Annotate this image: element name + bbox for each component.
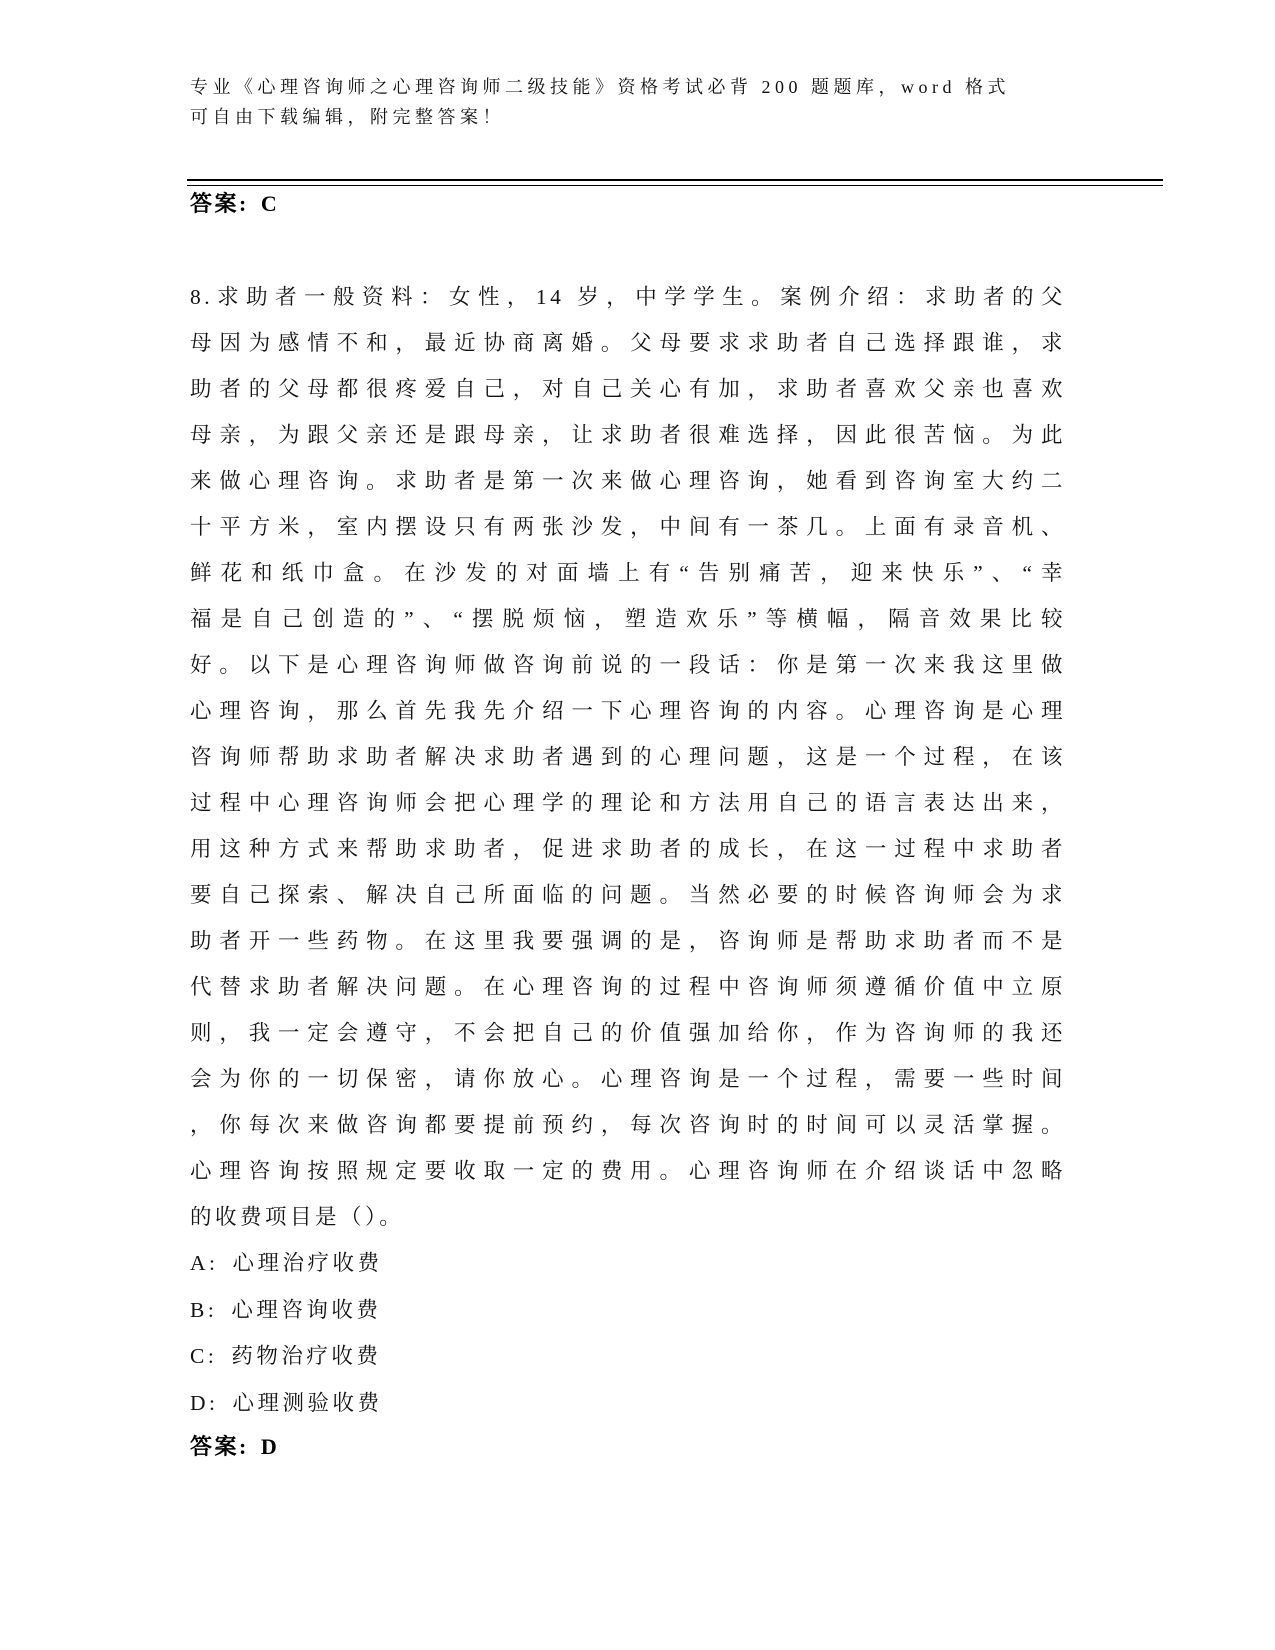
option-key: D: — [190, 1390, 219, 1415]
option-a — [190, 1240, 1066, 1287]
question-line: 助者开一些药物。在这里我要强调的是，咨询师是帮助求助者而不是 — [190, 929, 1066, 953]
answer-label: 答案: — [190, 191, 249, 216]
question-line: 会为你的一切保密，请你放心。心理咨询是一个过程，需要一些时间 — [190, 1067, 1066, 1091]
question-line: 要自己探索、解决自己所面临的问题。当然必要的时候咨询师会为求 — [190, 883, 1066, 907]
option-b — [190, 1287, 1066, 1334]
previous-question-answer — [190, 181, 279, 227]
option-text: 心理测验收费 — [232, 1390, 383, 1415]
header-text-line: 专业《心理咨询师之心理咨询师二级技能》资格考试必背 200 题题库，word 格式 — [190, 77, 1010, 97]
question-body — [190, 274, 1066, 1240]
option-text: 心理咨询收费 — [231, 1297, 382, 1322]
answer-label: 答案: — [190, 1434, 249, 1459]
answer-value: C — [260, 191, 280, 216]
header-text-line: 可自由下载编辑，附完整答案！ — [190, 107, 505, 127]
question-line: 福是自己创造的”、“摆脱烦恼，塑造欢乐”等横幅，隔音效果比较 — [190, 607, 1066, 631]
option-text: 心理治疗收费 — [232, 1251, 383, 1275]
question-line: 来做心理咨询。求助者是第一次来做心理咨询，她看到咨询室大约二 — [190, 469, 1066, 493]
question-line: 用这种方式来帮助求助者，促进求助者的成长，在这一过程中求助者 — [190, 837, 1066, 861]
question-line: 母亲，为跟父亲还是跟母亲，让求助者很难选择，因此很苦恼。为此 — [190, 423, 1066, 447]
question-line: 过程中心理咨询师会把心理学的理论和方法用自己的语言表达出来， — [190, 791, 1066, 815]
question-line: 心理咨询按照规定要收取一定的费用。心理咨询师在介绍谈话中忽略 — [190, 1159, 1066, 1183]
question-line: 十平方米，室内摆设只有两张沙发，中间有一茶几。上面有录音机、 — [190, 515, 1066, 539]
question-line: 母因为感情不和，最近协商离婚。父母要求求助者自己选择跟谁，求 — [190, 331, 1066, 355]
question-line: 代替求助者解决问题。在心理咨询的过程中咨询师须遵循价值中立原 — [190, 975, 1066, 999]
options-list — [190, 1240, 1066, 1426]
question-line: 助者的父母都很疼爱自己，对自己关心有加，求助者喜欢父亲也喜欢 — [190, 377, 1066, 401]
question-answer — [190, 1424, 279, 1470]
question-line: ，你每次来做咨询都要提前预约，每次咨询时的时间可以灵活掌握。 — [190, 1113, 1066, 1137]
question-line: 8.求助者一般资料：女性，14 岁，中学学生。案例介绍：求助者的父 — [190, 285, 1066, 309]
page-header — [190, 72, 1130, 132]
question-line: 心理咨询，那么首先我先介绍一下心理咨询的内容。心理咨询是心理 — [190, 699, 1066, 723]
option-c — [190, 1333, 1066, 1380]
header-divider-rule — [187, 179, 1163, 186]
question-line: 咨询师帮助求助者解决求助者遇到的心理问题，这是一个过程，在该 — [190, 745, 1066, 769]
question-line: 的收费项目是（）。 — [190, 1205, 405, 1229]
question-line: 则，我一定会遵守，不会把自己的价值强加给你，作为咨询师的我还 — [190, 1021, 1066, 1045]
option-key: C: — [190, 1344, 218, 1368]
option-key: B: — [190, 1297, 218, 1322]
option-d — [190, 1380, 1066, 1427]
question-line: 鲜花和纸巾盒。在沙发的对面墙上有“告别痛苦，迎来快乐”、“幸 — [190, 561, 1066, 585]
answer-value: D — [260, 1434, 280, 1459]
option-key: A: — [190, 1251, 219, 1275]
option-text: 药物治疗收费 — [231, 1344, 382, 1368]
question-line: 好。以下是心理咨询师做咨询前说的一段话：你是第一次来我这里做 — [190, 653, 1066, 677]
